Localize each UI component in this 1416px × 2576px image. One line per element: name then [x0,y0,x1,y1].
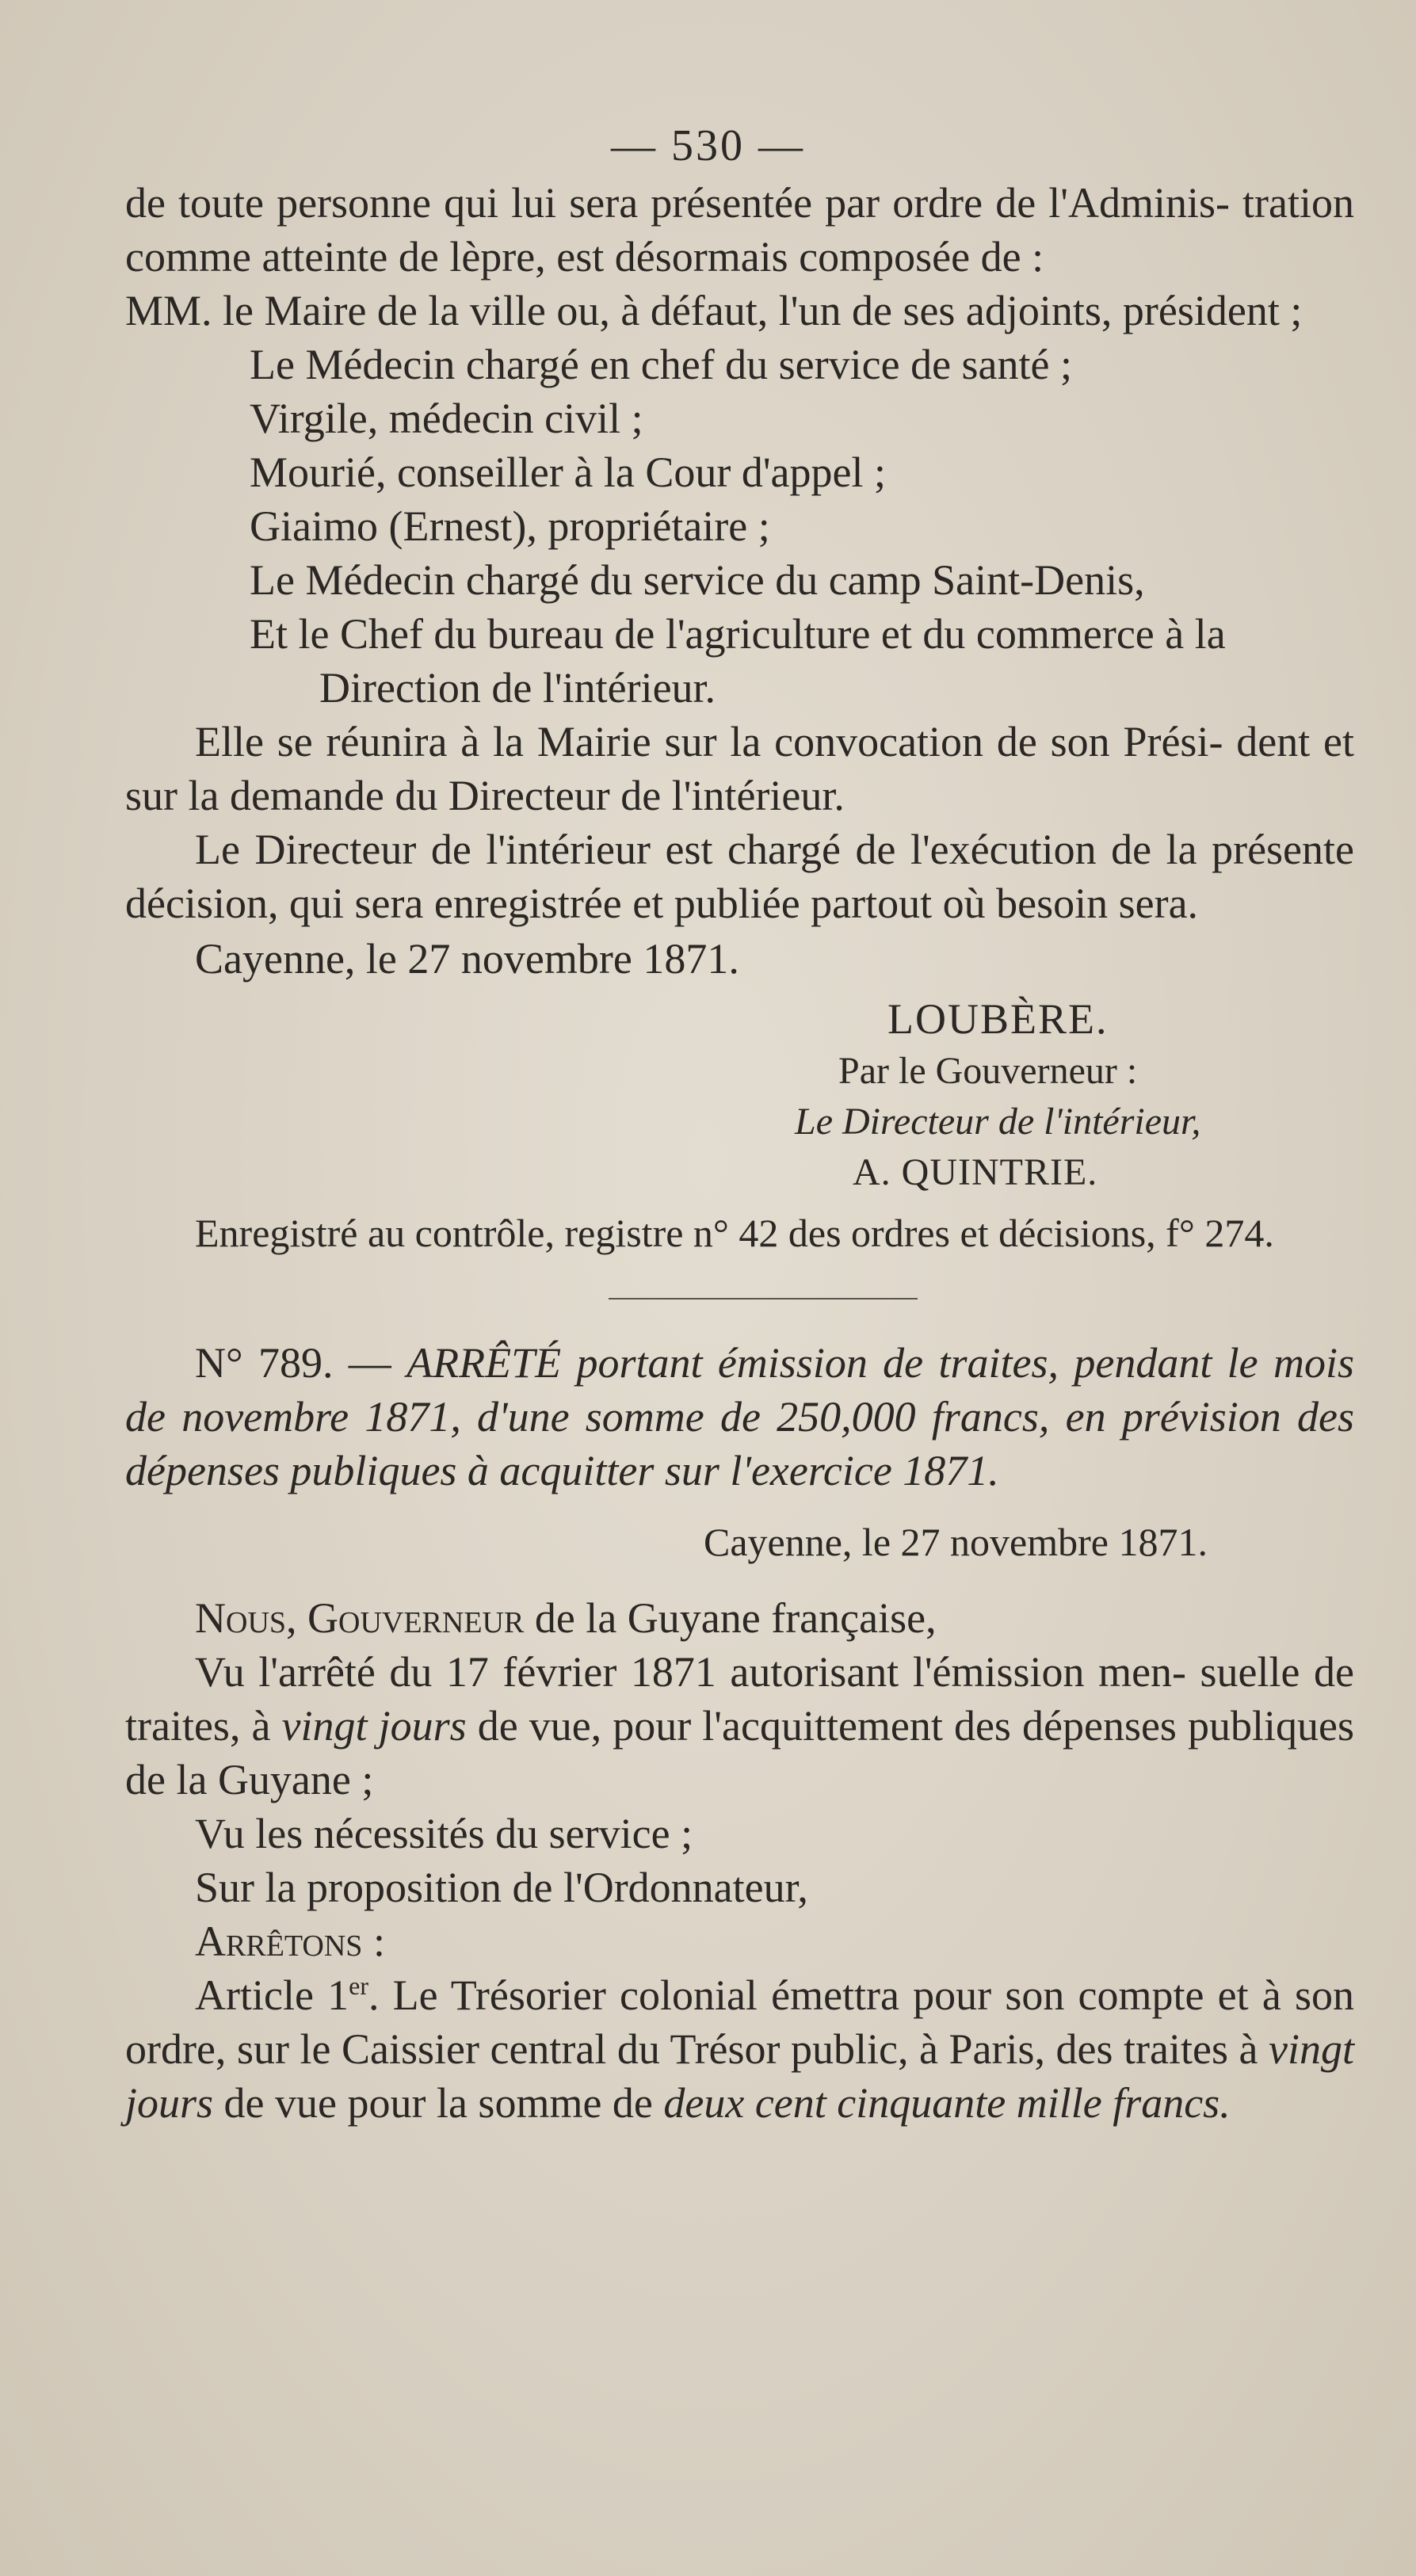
commission-member-list [125,284,1354,715]
sur-proposition-line: Sur la proposition de l'Ordonnateur, [195,1864,808,1911]
arrete-date: Cayenne, le 27 novembre 1871. [704,1520,1208,1564]
par-le-gouverneur: Par le Gouverneur : [838,1050,1138,1092]
nous-title: Gouverneur [307,1594,525,1642]
member-item: MM. le Maire de la ville ou, à défaut, l'un de ses adjoints, président ; [125,287,1303,334]
arrete-heading [125,1336,1354,1498]
article-sup: er [349,1971,368,2000]
registration-note: Enregistré au contrôle, registre n° 42 des ordres et décisions, f° 274. [195,1211,1274,1255]
member-item: Le Médecin chargé du service du camp Saint-Denis, [250,556,1145,604]
member-item: Et le Chef du bureau de l'agriculture et du commerce à la Direction de l'intérieur. [250,610,1226,712]
article-italic-1: vingt jours [125,2025,1355,2127]
arretons-line: Arrêtons : [195,1918,385,1965]
member-item: Virgile, médecin civil ; [250,395,643,442]
nous-line [125,1591,1354,1645]
nous-lead: Nous, [195,1594,297,1642]
intro-paragraph: de toute personne qui lui sera présentée par ordre de l'Adminis- tration comme atteinte de lèpre, est désormais composée de : [125,179,1354,280]
article-text-b: de vue pour la somme de [223,2079,653,2127]
vu1-text-b: de vue, pour l'acquittement des dépenses publiques de la Guyane ; [125,1702,1354,1803]
arrete-number: N° 789. — [195,1339,391,1387]
vu1-text-a: Vu l'arrêté du 17 février 1871 autorisant l'émission men- suelle de traites, à [125,1648,1354,1750]
nous-rest: de la Guyane française, [534,1594,937,1642]
vu-arrete-paragraph [125,1645,1354,1807]
meeting-paragraph: Elle se réunira à la Mairie sur la convocation de son Prési- dent et sur la demande du Directeur de l'intérieur. [125,718,1354,819]
article-lead: Article 1 [195,1971,349,2019]
date-place-line: Cayenne, le 27 novembre 1871. [195,935,739,983]
member-item: Le Médecin chargé en chef du service de santé ; [250,341,1072,388]
section-divider [609,1298,918,1299]
governor-name: LOUBÈRE. [887,995,1109,1043]
article-italic-2: deux cent cinquante mille francs. [663,2079,1231,2127]
member-item: Giaimo (Ernest), propriétaire ; [250,502,770,550]
page-number: — 530 — [611,121,805,170]
member-item: Mourié, conseiller à la Cour d'appel ; [250,448,886,496]
article-text-a: . Le Trésorier colonial émettra pour son compte et à son ordre, sur le Caissier central du Trésor public, à Paris, des traites à [125,1971,1354,2073]
signature-block [125,992,1354,1198]
director-name: A. QUINTRIE. [853,1151,1098,1193]
arrete-title: ARRÊTÉ portant émission de traites, pendant le mois de novembre 1871, d'une somme de 250,000 francs, en prévision des dépenses publiques à acquitter sur l'exercice 1871. [125,1339,1355,1494]
vu1-italic: vingt jours [281,1702,467,1750]
vu-necessites-line: Vu les nécessités du service ; [195,1810,693,1857]
director-title: Le Directeur de l'intérieur, [795,1101,1201,1143]
execution-paragraph: Le Directeur de l'intérieur est chargé de l'exécution de la présente décision, qui sera enregistrée et publiée partout où besoin sera. [125,826,1354,927]
document-body [125,176,1354,2130]
article-1-paragraph [125,1968,1354,2130]
